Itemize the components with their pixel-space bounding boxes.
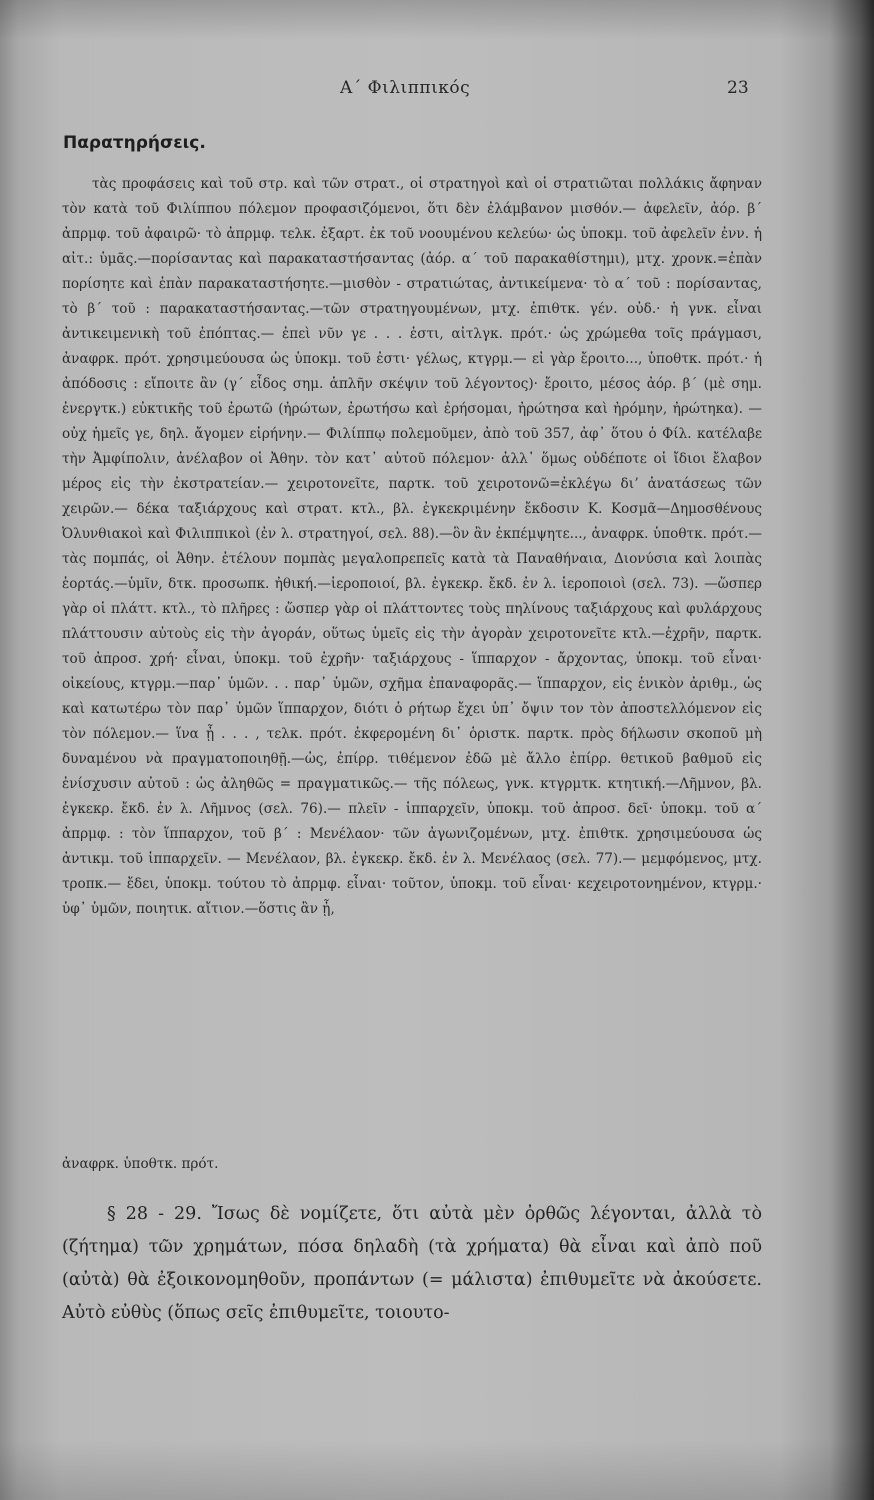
section-heading: Παρατηρήσεις. — [63, 133, 206, 153]
running-title: Α΄ Φιλιππικός — [340, 78, 471, 98]
notes-block — [62, 172, 762, 922]
page-bottom-shadow — [0, 1440, 874, 1500]
notes-paragraph: τὰς προφάσεις καὶ τοῦ στρ. καὶ τῶν στρατ., οἱ στρατηγοὶ καὶ οἱ στρατιῶται πολλάκις ἄφηναν τὸν κατὰ τοῦ Φιλίππου πόλεμον προφασιζόμενοι, ὅτι δὲν ἐλάμβανον μισθόν.— ἀφελεῖν, ἀόρ. β΄ ἀπρμφ. τοῦ ἀφαιρῶ· τὸ ἀπρμφ. τελκ. ἐξαρτ. ἐκ τοῦ νοουμένου κελεύω· ὡς ὑποκμ. τοῦ ἀφελεῖν ἐνν. ἡ αἰτ.: ὑμᾶς.—πορίσαντας καὶ παρακαταστήσαντας (ἀόρ. α΄ τοῦ παρακαθίστημι), μτχ. χρονκ.=ἐπὰν πορίσητε καὶ ἐπὰν παρακαταστήσητε.—μισθὸν - στρατιώτας, ἀντικείμενα· τὸ α΄ τοῦ : πορίσαντας, τὸ β΄ τοῦ : παρακαταστήσαντας.—τῶν στρατηγουμένων, μτχ. ἐπιθτκ. γέν. οὐδ.· ἡ γνκ. εἶναι ἀντικειμενικὴ τοῦ ἐπόπτας.— ἐπεὶ νῦν γε . . . ἐστι, αἰτλγκ. πρότ.· ὡς χρώμεθα τοῖς πράγμασι, ἀναφρκ. πρότ. χρησιμεύουσα ὡς ὑποκμ. τοῦ ἐστι· γέλως, κτγρμ.— εἰ γὰρ ἔροιτο..., ὑποθτκ. πρότ.· ἡ ἀπόδοσις : εἴποιτε ἂν (γ΄ εἶδος σημ. ἁπλῆν σκέψιν τοῦ λέγοντος)· ἔροιτο, μέσος ἀόρ. β΄ (μὲ σημ. ἐνεργτκ.) εὐκτικῆς τοῦ ἐρωτῶ (ἠρώτων, ἐρωτήσω καὶ ἐρήσομαι, ἠρώτησα καὶ ἠρόμην, ἠρώτηκα). — οὐχ ἡμεῖς γε, δηλ. ἄγομεν εἰρήνην.— Φιλίππῳ πολεμοῦμεν, ἀπὸ τοῦ 357, ἀφ᾽ ὅτου ὁ Φίλ. κατέλαβε τὴν Ἀμφίπολιν, ἀνέλαβον οἱ Ἀθην. τὸν κατ᾽ αὐτοῦ πόλεμον· ἀλλ᾽ ὅμως οὐδέποτε οἱ ἴδιοι ἔλαβον μέρος εἰς τὴν ἐκστρατείαν.— χειροτονεῖτε, παρτκ. τοῦ χειροτονῶ=ἐκλέγω διʼ ἀνατάσεως τῶν χειρῶν.— δέκα ταξιάρχους καὶ στρατ. κτλ., βλ. ἐγκεκριμένην ἔκδοσιν Κ. Κοσμᾶ—Δημοσθένους Ὀλυνθιακοὶ καὶ Φιλιππικοὶ (ἐν λ. στρατηγοί, σελ. 88).—ὃν ἂν ἐκπέμψητε..., ἀναφρκ. ὑποθτκ. πρότ.—τὰς πομπάς, οἱ Ἀθην. ἐτέλουν πομπὰς μεγαλοπρεπεῖς κατὰ τὰ Παναθήναια, Διονύσια καὶ λοιπὰς ἑορτάς.—ὑμῖν, δτκ. προσωπκ. ἠθική.—ἱεροποιοί, βλ. ἐγκεκρ. ἔκδ. ἐν λ. ἱεροποιοὶ (σελ. 73). —ὥσπερ γὰρ οἱ πλάττ. κτλ., τὸ πλῆρες : ὥσπερ γὰρ οἱ πλάττοντες τοὺς πηλίνους ταξιάρχους καὶ φυλάρχους πλάττουσιν αὐτοὺς εἰς τὴν ἀγοράν, οὕτως ὑμεῖς εἰς τὴν ἀγορὰν χειροτονεῖτε κτλ.—ἐχρῆν, παρτκ. τοῦ ἀπροσ. χρή· εἶναι, ὑποκμ. τοῦ ἐχρῆν· ταξιάρχους - ἵππαρχον - ἄρχοντας, ὑποκμ. τοῦ εἶναι· οἰκείους, κτγρμ.—παρ᾽ ὑμῶν. . . παρ᾽ ὑμῶν, σχῆμα ἐπαναφορᾶς.— ἵππαρχον, εἰς ἑνικὸν ἀριθμ., ὡς καὶ κατωτέρω τὸν παρ᾽ ὑμῶν ἵππαρχον, διότι ὁ ρήτωρ ἔχει ὑπ᾽ ὄψιν τον τὸν ἀποστελλόμενον εἰς τὸν πόλεμον.— ἵνα ᾖ . . . , τελκ. πρότ. ἐκφερομένη δι᾽ ὁριστκ. παρτκ. πρὸς δήλωσιν σκοποῦ μὴ δυναμένου νὰ πραγματοποιηθῇ.—ὡς, ἐπίρρ. τιθέμενον ἐδῶ μὲ ἄλλο ἐπίρρ. θετικοῦ βαθμοῦ εἰς ἐνίσχυσιν αὐτοῦ : ὡς ἀληθῶς = πραγματικῶς.— τῆς πόλεως, γνκ. κτγρμτκ. κτητική.—Λῆμνον, βλ. ἐγκεκρ. ἔκδ. ἐν λ. Λῆμνος (σελ. 76).— πλεῖν - ἱππαρχεῖν, ὑποκμ. τοῦ ἀπροσ. δεῖ· ὑποκμ. τοῦ α΄ ἀπρμφ. : τὸν ἵππαρχον, τοῦ β΄ : Μενέλαον· τῶν ἀγωνιζομένων, μτχ. ἐπιθτκ. χρησιμεύουσα ὡς ἀντικμ. τοῦ ἱππαρχεῖν. — Μενέλαον, βλ. ἐγκεκρ. ἔκδ. ἐν λ. Μενέλαος (σελ. 77).— μεμφόμενος, μτχ. τροπκ.— ἔδει, ὑποκμ. τούτου τὸ ἀπρμφ. εἶναι· τοῦτον, ὑποκμ. τοῦ εἶναι· κεχειροτονημένον, κτγρμ.· ὑφ᾽ ὑμῶν, ποιητικ. αἴτιον.—ὅστις ἂν ᾖ, — [62, 176, 762, 917]
translation-paragraph: § 28 - 29. Ἴσως δὲ νομίζετε, ὅτι αὐτὰ μὲν ὀρθῶς λέγονται, ἀλλὰ τὸ (ζήτημα) τῶν χρημάτων, πόσα δηλαδὴ (τὰ χρήματα) θὰ εἶναι καὶ ἀπὸ ποῦ (αὐτὰ) θὰ ἐξοικονομηθοῦν, προπάντων (= μάλιστα) ἐπιθυμεῖτε νὰ ἀκούσετε. Αὐτὸ εὐθὺς (ὅπως σεῖς ἐπιθυμεῖτε, τοιουτο- — [62, 1204, 762, 1323]
translation-block — [62, 1198, 762, 1330]
notes-ending-line: ἀναφρκ. ὑποθτκ. πρότ. — [62, 1156, 219, 1172]
page-number: 23 — [727, 78, 749, 98]
page-top-shadow — [0, 0, 874, 40]
